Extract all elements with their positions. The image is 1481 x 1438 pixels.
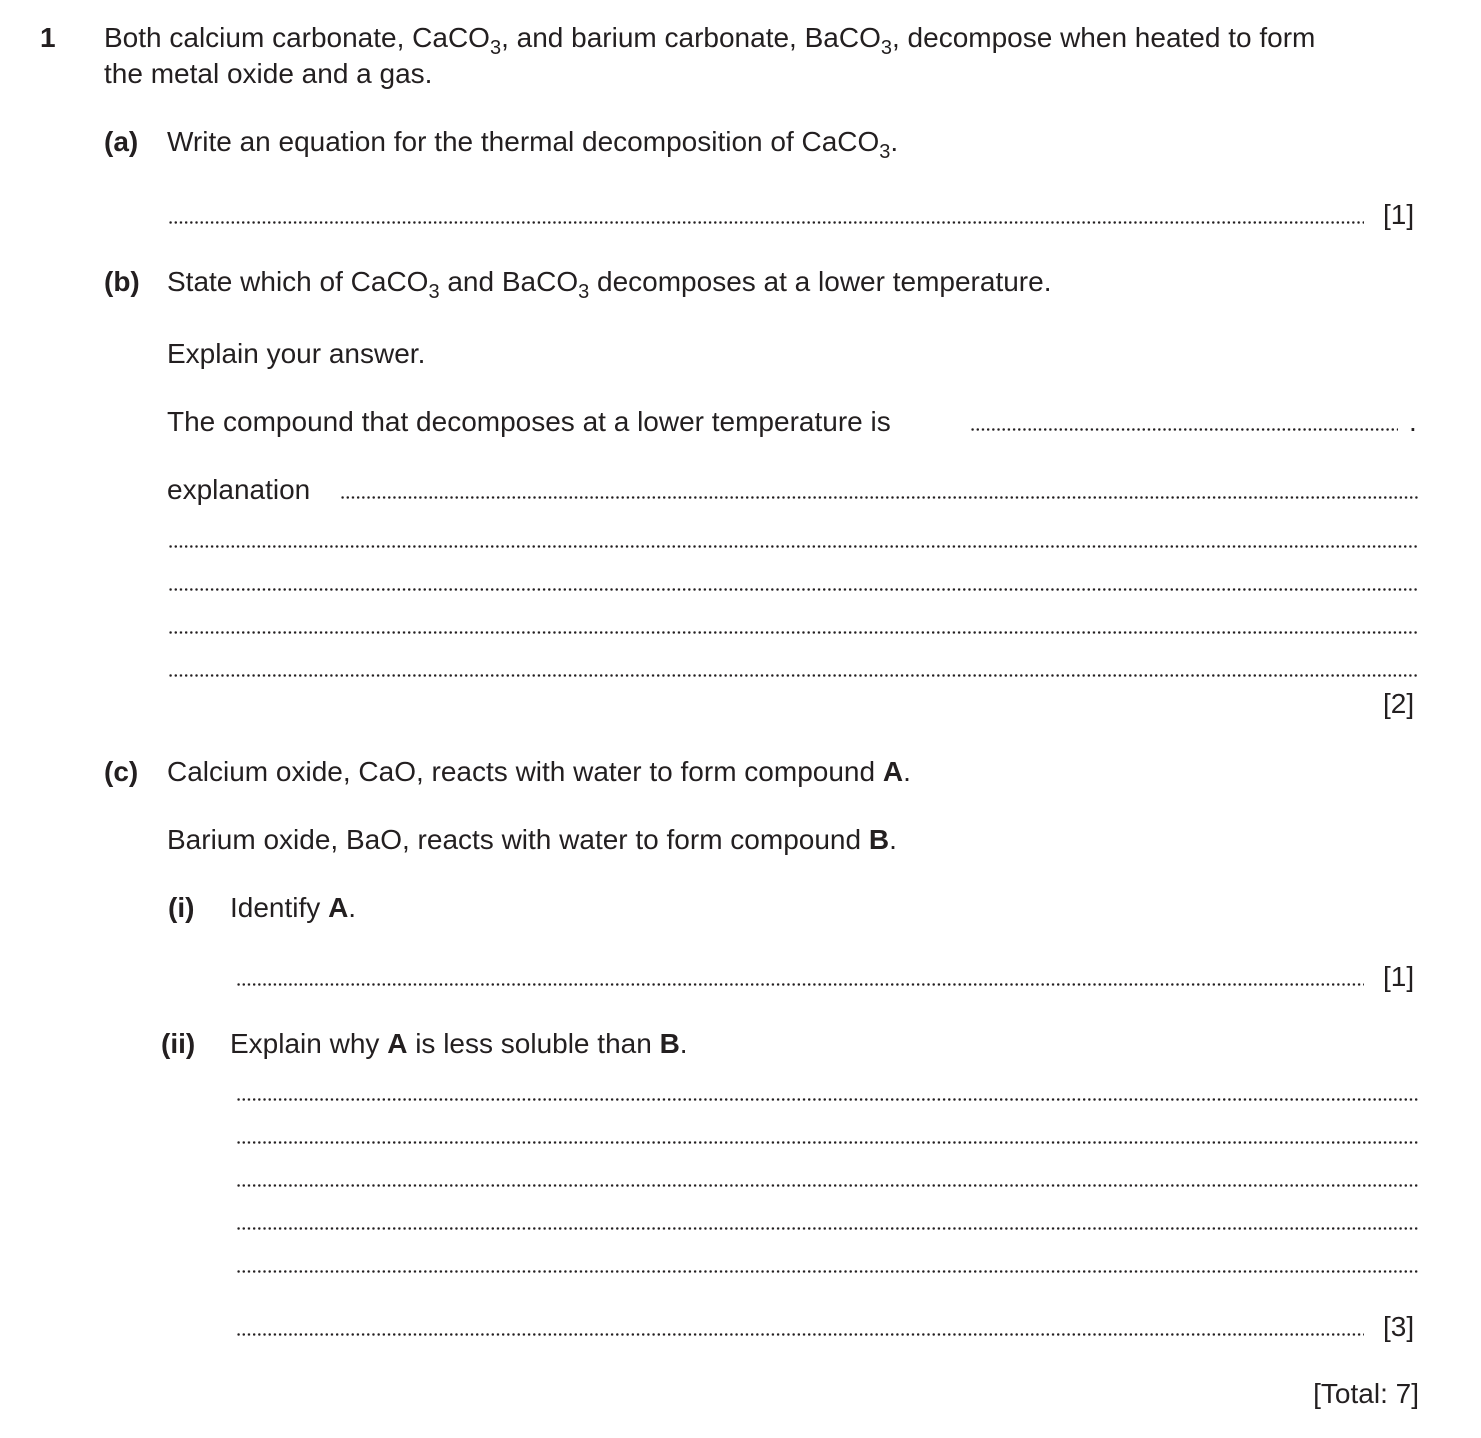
part-c-i-text: Identify (230, 892, 329, 923)
part-b-explanation-line-4[interactable] (168, 631, 1418, 634)
part-b-marks: [2] (1383, 688, 1415, 719)
part-c-ii-answer-line-5[interactable] (236, 1270, 1418, 1273)
part-c-ii-bold-2: B (659, 1028, 680, 1059)
part-b-explanation-line-2[interactable] (168, 545, 1418, 548)
part-b-prompt-text-3: decomposes at a lower temperature. (589, 266, 1052, 297)
part-c-line2-end: . (889, 824, 897, 855)
part-c-i-marks: [1] (1383, 961, 1415, 992)
part-c-line1-end: . (903, 756, 911, 787)
part-c-ii-answer-line-6[interactable] (236, 1333, 1364, 1336)
intro-text-3: , decompose when heated to form (891, 22, 1316, 53)
part-c-i-end: . (348, 892, 357, 923)
part-c-ii-text-1: Explain why (230, 1028, 388, 1059)
part-c-ii-answer-line-2[interactable] (236, 1141, 1418, 1144)
question-intro-line1 (104, 22, 1316, 59)
part-a-prompt-sub: 3 (879, 141, 891, 163)
intro-sub-2: 3 (880, 37, 892, 59)
question-number: 1 (40, 22, 56, 53)
intro-text-1: Both calcium carbonate, CaCO (104, 22, 490, 53)
question-total-marks: [Total: 7] (1313, 1378, 1419, 1409)
compound-b-label: B (868, 824, 890, 855)
part-c-ii-answer-line-1[interactable] (236, 1098, 1418, 1101)
part-c-ii-prompt (230, 1030, 688, 1058)
part-c-i-answer-line[interactable] (236, 983, 1364, 986)
part-b-compound-end: . (1409, 406, 1417, 437)
part-c-line1 (167, 758, 911, 786)
intro-text-2: , and barium carbonate, BaCO (501, 22, 881, 53)
part-b-explanation-line-3[interactable] (168, 588, 1418, 591)
part-c-line1-text: Calcium oxide, CaO, reacts with water to form compound (167, 756, 883, 787)
part-b-prompt-text-1: State which of CaCO (167, 266, 429, 297)
part-b-compound-stem: The compound that decomposes at a lower temperature is (167, 406, 891, 437)
part-b-label: (b) (104, 266, 140, 297)
part-c-label: (c) (104, 756, 139, 787)
part-c-line2-text: Barium oxide, BaO, reacts with water to form compound (167, 824, 869, 855)
part-b-prompt-sub-2: 3 (578, 281, 590, 303)
part-c-i-label: (i) (168, 892, 195, 923)
part-c-ii-answer-line-4[interactable] (236, 1227, 1418, 1230)
part-c-ii-text-3: . (679, 1028, 688, 1059)
intro-sub-1: 3 (489, 37, 502, 59)
part-b-explanation-label: explanation (167, 474, 311, 505)
part-b-explain-instruction: Explain your answer. (167, 338, 426, 369)
part-a-prompt-text: Write an equation for the thermal decomposition of CaCO (167, 126, 880, 157)
compound-a-label: A (882, 756, 904, 787)
part-b-explanation-line-1[interactable] (340, 496, 1418, 499)
part-c-ii-answer-line-3[interactable] (236, 1184, 1418, 1187)
part-b-prompt-text-2: and BaCO (439, 266, 579, 297)
part-a-marks: [1] (1383, 199, 1415, 230)
question-intro-line2: the metal oxide and a gas. (104, 58, 433, 89)
part-b-prompt (167, 266, 1052, 303)
part-a-label: (a) (104, 126, 139, 157)
part-b-compound-answer-line[interactable] (970, 428, 1398, 431)
part-c-ii-marks: [3] (1383, 1311, 1415, 1342)
part-a-prompt (167, 126, 899, 163)
part-b-explanation-line-5[interactable] (168, 674, 1418, 677)
part-a-prompt-end: . (890, 126, 899, 157)
part-c-i-prompt (230, 894, 356, 922)
part-a-answer-line[interactable] (168, 221, 1364, 224)
part-c-i-bold: A (328, 892, 349, 923)
part-c-ii-bold-1: A (387, 1028, 408, 1059)
part-c-ii-label: (ii) (161, 1028, 196, 1059)
part-c-ii-text-2: is less soluble than (407, 1028, 660, 1059)
part-b-prompt-sub-1: 3 (428, 281, 440, 303)
part-c-line2 (167, 826, 897, 854)
